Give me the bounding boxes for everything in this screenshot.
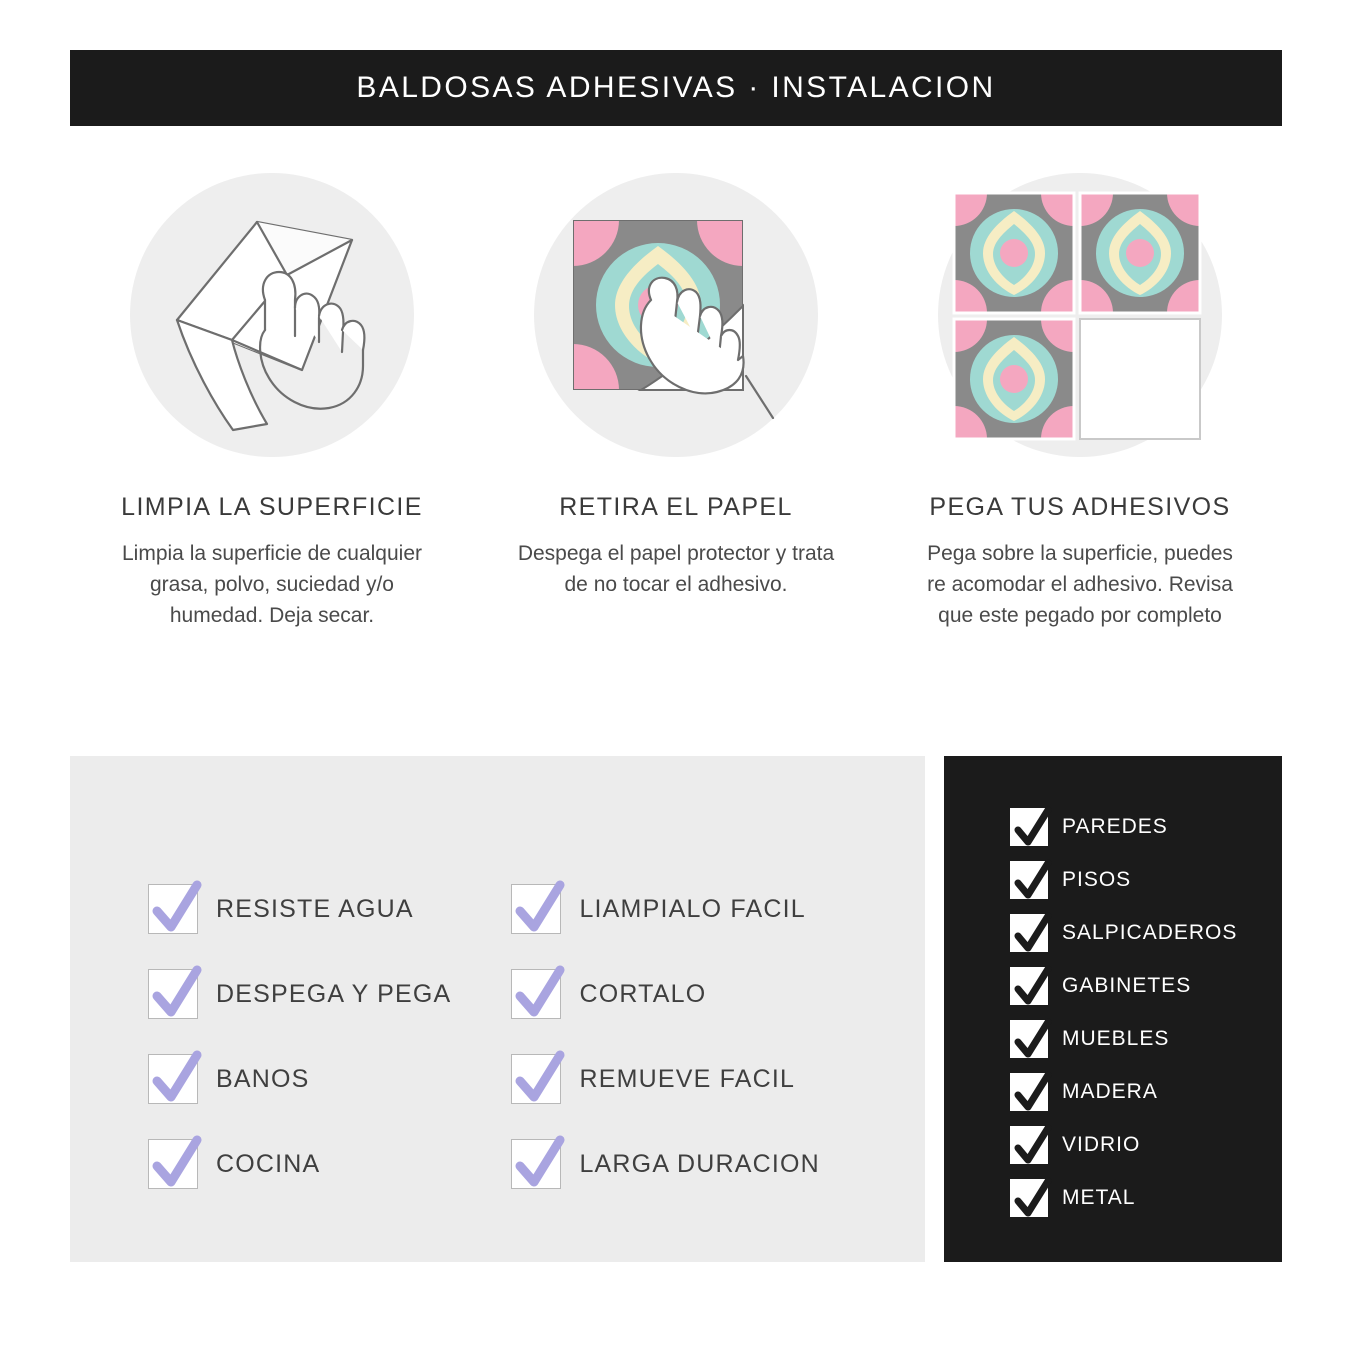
step-3-title: PEGA TUS ADHESIVOS xyxy=(929,493,1231,521)
checkbox-checked-icon[interactable] xyxy=(148,884,198,934)
hand-wiping-cloth-icon xyxy=(137,180,407,450)
surface-item xyxy=(1010,914,1237,952)
feature-item xyxy=(511,969,819,1019)
feature-item xyxy=(148,1054,451,1104)
checkbox-checked-icon[interactable] xyxy=(1010,1126,1048,1164)
features-column-right xyxy=(511,884,819,1189)
checkbox-checked-icon[interactable] xyxy=(1010,1020,1048,1058)
checkbox-checked-icon[interactable] xyxy=(511,1139,561,1189)
step-3 xyxy=(878,165,1282,631)
feature-item xyxy=(511,1139,819,1189)
step-2-description: Despega el papel protector y trata de no tocar el adhesivo. xyxy=(517,542,835,596)
feature-item xyxy=(511,884,819,934)
step-1-title: LIMPIA LA SUPERFICIE xyxy=(121,493,423,521)
checkbox-checked-icon[interactable] xyxy=(1010,967,1048,1005)
hand-peeling-tile-icon xyxy=(541,180,811,450)
checkbox-checked-icon[interactable] xyxy=(1010,914,1048,952)
checkbox-checked-icon[interactable] xyxy=(1010,808,1048,846)
surfaces-panel xyxy=(944,756,1282,1262)
checkbox-checked-icon[interactable] xyxy=(1010,1073,1048,1111)
features-column-left xyxy=(148,884,451,1189)
feature-label: DESPEGA Y PEGA xyxy=(216,979,452,1008)
feature-label: BANOS xyxy=(216,1064,310,1093)
step-3-illustration xyxy=(930,165,1230,465)
surface-item xyxy=(1010,967,1237,1005)
surface-item xyxy=(1010,1179,1237,1217)
checkbox-checked-icon[interactable] xyxy=(148,969,198,1019)
checkbox-checked-icon[interactable] xyxy=(511,969,561,1019)
surface-item xyxy=(1010,1073,1237,1111)
feature-label: REMUEVE FACIL xyxy=(579,1064,796,1093)
feature-item xyxy=(148,1139,451,1189)
surface-label: MADERA xyxy=(1062,1080,1158,1103)
step-2 xyxy=(474,165,878,631)
surface-label: VIDRIO xyxy=(1062,1133,1141,1156)
surface-label: PISOS xyxy=(1062,868,1132,891)
checkbox-checked-icon[interactable] xyxy=(511,1054,561,1104)
surface-item xyxy=(1010,808,1237,846)
step-1-description: Limpia la superficie de cualquier grasa, polvo, suciedad y/o humedad. Deja secar. xyxy=(122,542,422,627)
feature-label: LIAMPIALO FACIL xyxy=(579,894,806,923)
step-2-title: RETIRA EL PAPEL xyxy=(559,493,793,521)
feature-label: CORTALO xyxy=(579,979,707,1008)
features-panel xyxy=(70,756,925,1262)
surface-label: MUEBLES xyxy=(1062,1027,1170,1050)
surface-item xyxy=(1010,861,1237,899)
step-3-description: Pega sobre la superficie, puedes re acomodar el adhesivo. Revisa que este pegado por completo xyxy=(927,542,1233,627)
feature-item xyxy=(148,969,451,1019)
checkbox-checked-icon[interactable] xyxy=(511,884,561,934)
surface-label: SALPICADEROS xyxy=(1062,921,1238,944)
checkbox-checked-icon[interactable] xyxy=(1010,1179,1048,1217)
surface-item xyxy=(1010,1020,1237,1058)
header-bar xyxy=(70,50,1282,126)
surfaces-list xyxy=(1010,808,1237,1217)
checkbox-checked-icon[interactable] xyxy=(148,1139,198,1189)
feature-label: COCINA xyxy=(216,1149,321,1178)
checkbox-checked-icon[interactable] xyxy=(1010,861,1048,899)
page-title: BALDOSAS ADHESIVAS · INSTALACION xyxy=(356,71,996,104)
surface-label: METAL xyxy=(1062,1186,1136,1209)
feature-item xyxy=(148,884,451,934)
four-tiles-grid-icon xyxy=(940,175,1220,455)
surface-item xyxy=(1010,1126,1237,1164)
feature-item xyxy=(511,1054,819,1104)
step-2-illustration xyxy=(526,165,826,465)
feature-label: LARGA DURACION xyxy=(579,1149,820,1178)
features-columns xyxy=(148,884,820,1189)
surface-label: GABINETES xyxy=(1062,974,1192,997)
step-1-illustration xyxy=(122,165,422,465)
step-1 xyxy=(70,165,474,631)
surface-label: PAREDES xyxy=(1062,815,1168,838)
steps-row xyxy=(70,165,1282,631)
checkbox-checked-icon[interactable] xyxy=(148,1054,198,1104)
feature-label: RESISTE AGUA xyxy=(216,894,414,923)
